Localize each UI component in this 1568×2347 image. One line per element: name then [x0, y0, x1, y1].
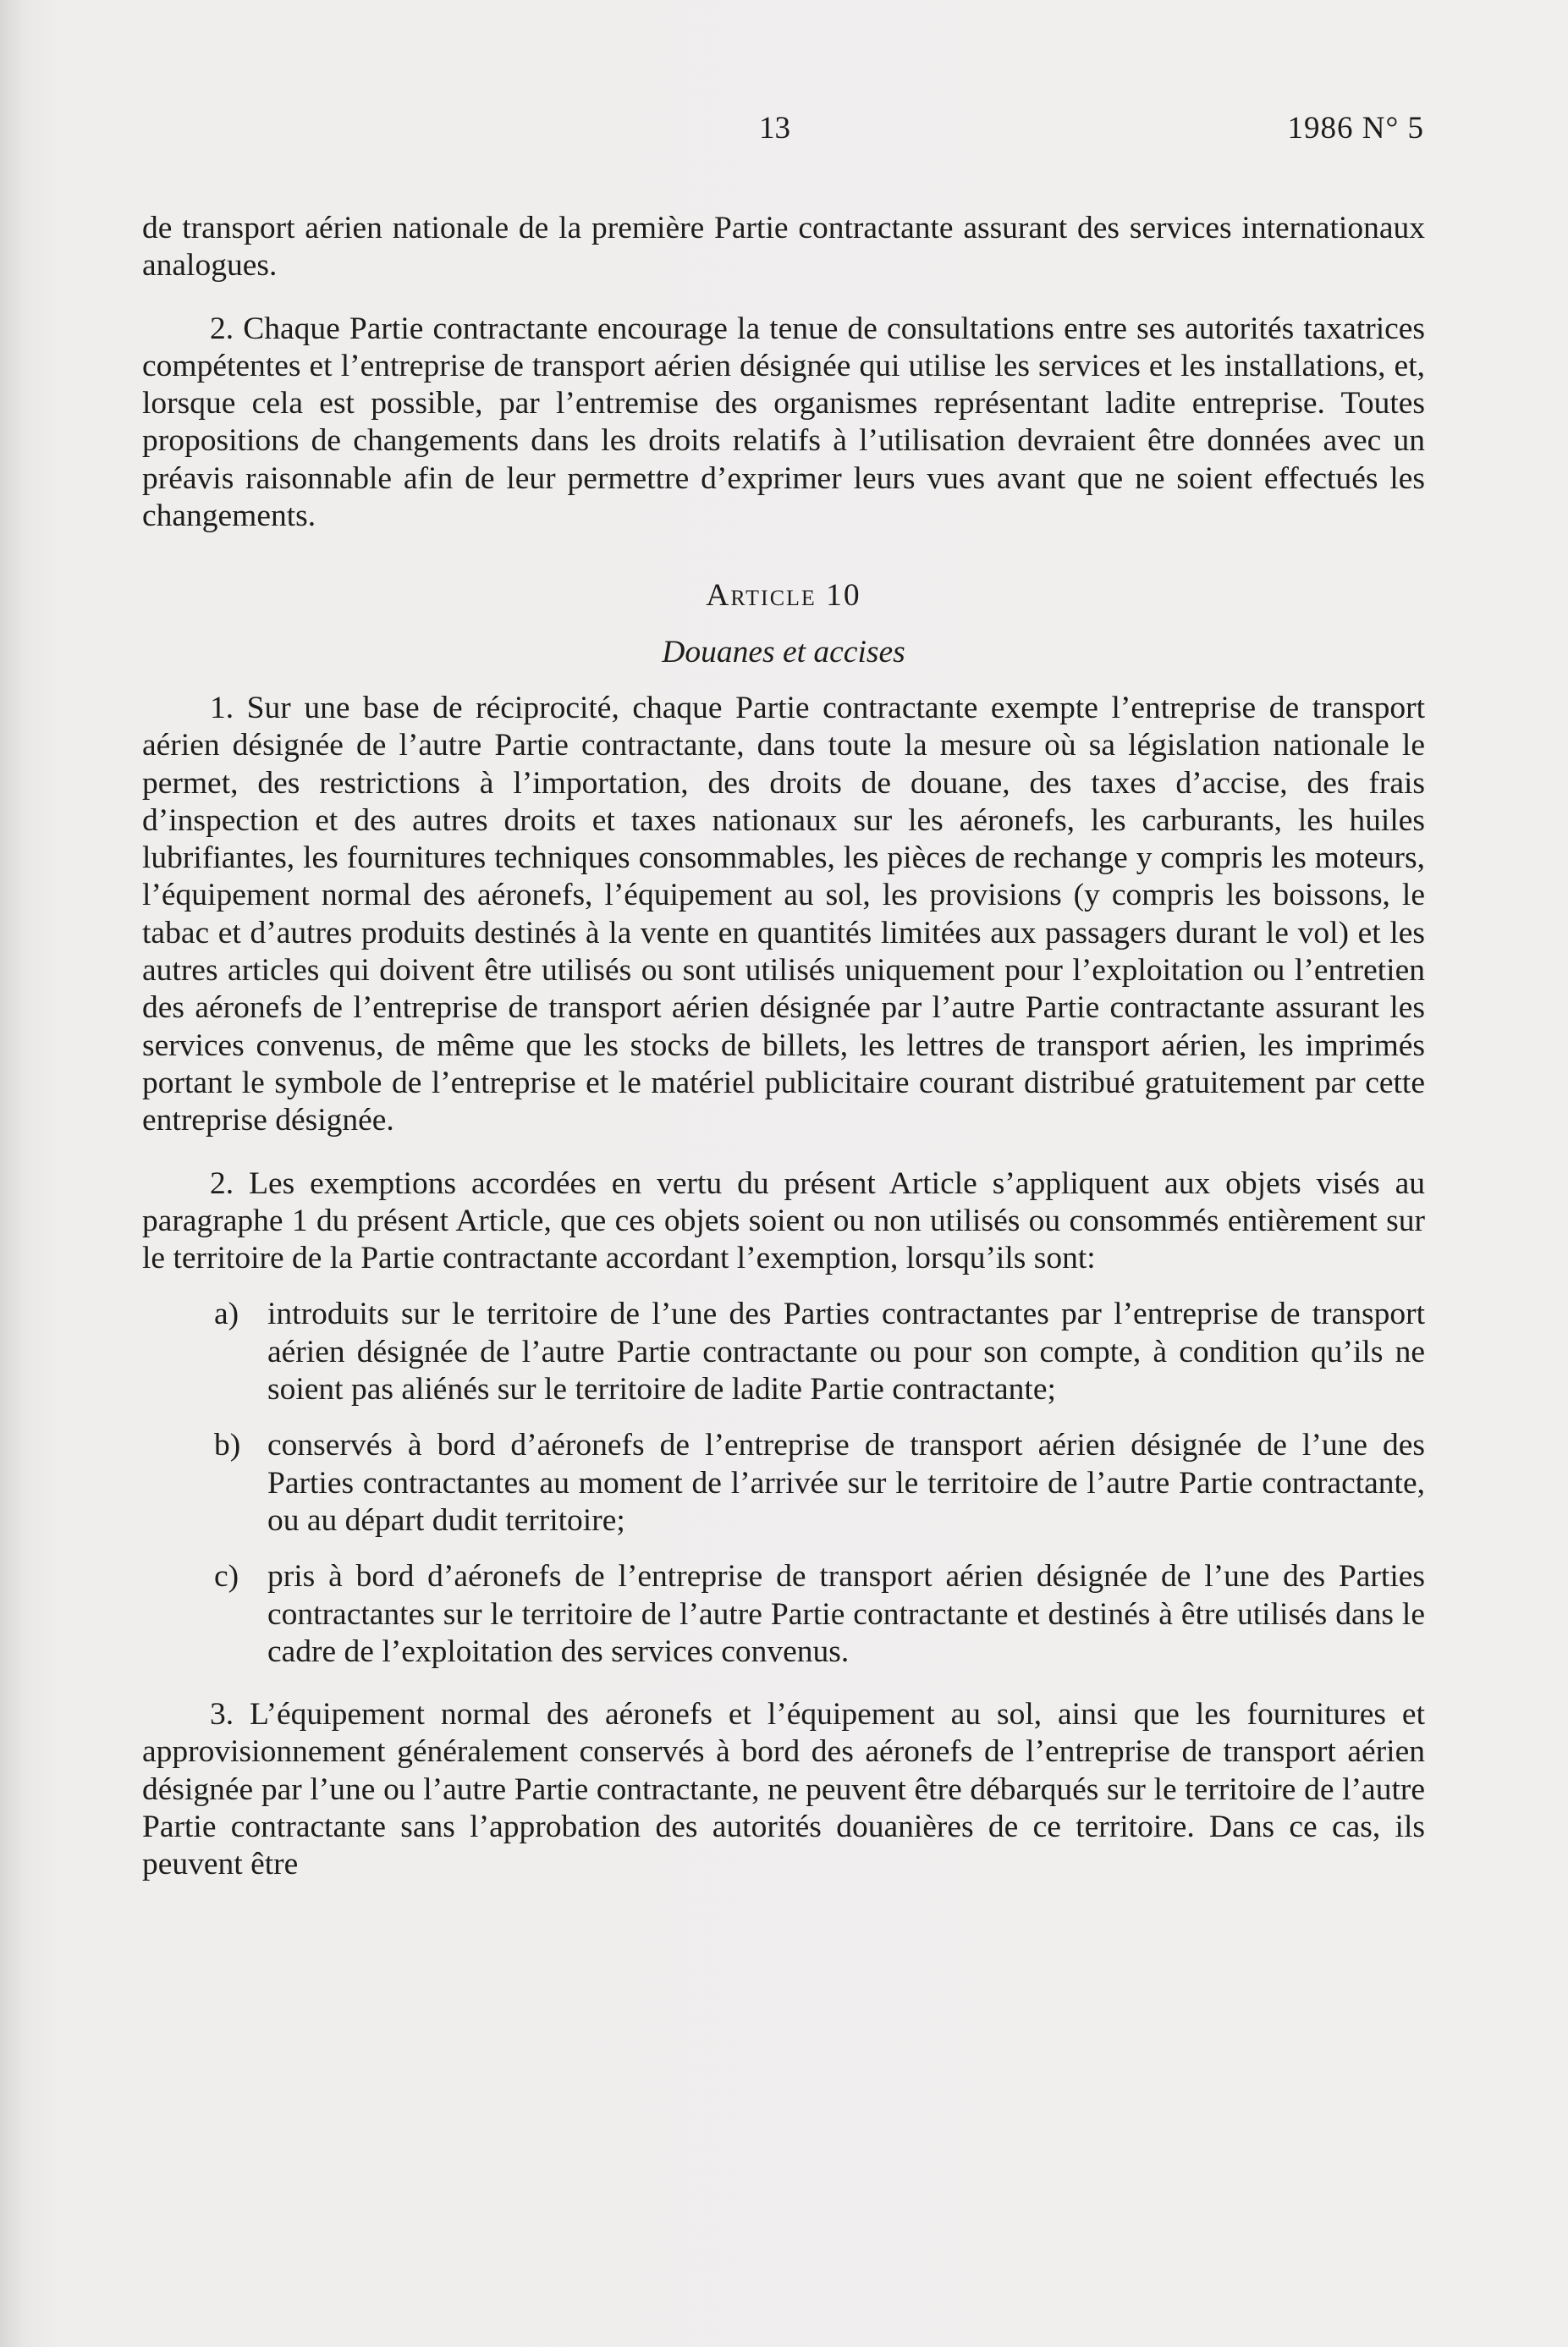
list-text: introduits sur le territoire de l’une des Parties contractantes par l’entreprise de transport aérien désignée de l’autre Partie contractante ou pour son compte, à condition qu’ils ne soient pas aliénés sur le territoire de ladite Partie contractante; — [267, 1297, 1425, 1408]
page-number: 13 — [759, 111, 790, 146]
article-heading: Article 10 — [706, 578, 861, 614]
list-item-c — [142, 1558, 1425, 1671]
document-body — [142, 210, 1425, 1884]
paragraph-2: 2. Chaque Partie contractante encourage la tenue de consultations entre ses autorités taxatrices compétentes et l’entreprise de transport aérien désignée qui utilise les services et les installations, et, lorsque cela est possible, par l’entremise des organismes représentant ladite entreprise. Toutes propositions de changements dans les droits relatifs à l’utilisation devraient être données avec un préavis raisonnable afin de leur permettre d’exprimer leurs vues avant que ne soient effectués les changements. — [142, 311, 1425, 534]
issue-number: 1986 N° 5 — [1287, 111, 1424, 146]
list-text: conservés à bord d’aéronefs de l’entreprise de transport aérien désignée de l’une des Parties contractantes au moment de l’arrivée sur le territoire de l’autre Partie contractante, ou au départ dudit territoire; — [267, 1428, 1425, 1538]
page-header — [0, 110, 1568, 152]
list-marker: a) — [214, 1297, 239, 1332]
article-subtitle: Douanes et accises — [662, 634, 905, 669]
list-marker: c) — [214, 1559, 239, 1595]
article10-paragraph-3: 3. L’équipement normal des aéronefs et l’équipement au sol, ainsi que les fournitures et approvisionnement généralement conservés à bord des aéronefs de l’entreprise de transport aérien désignée par l’une ou l’autre Partie contractante, ne peuvent être débarqués sur le territoire de l’autre Partie contractante sans l’approbation des autorités douanières de ce territoire. Dans ce cas, ils peuvent être — [142, 1697, 1425, 1882]
article10-paragraph-2: 2. Les exemptions accordées en vertu du présent Article s’appliquent aux objets visés au paragraphe 1 du présent Article, que ces objets soient ou non utilisés ou consommés entièrement sur le territoire de la Partie contractante accordant l’exemption, lorsqu’ils sont: — [142, 1165, 1425, 1276]
list-item-b — [142, 1427, 1425, 1540]
list-item-a — [142, 1296, 1425, 1408]
list-marker: b) — [214, 1428, 241, 1463]
article10-paragraph-1: 1. Sur une base de réciprocité, chaque Partie contractante exempte l’entreprise de transport aérien désignée de l’autre Partie contractante, dans toute la mesure où sa législation nationale le permet, des restrictions à l’importation, des droits de douane, des taxes d’accise, des frais d’inspection et des autres droits et taxes nationaux sur les aéronefs, les carburants, les huiles lubrifiantes, les fournitures techniques consommables, les pièces de rechange y compris les moteurs, l’équipement normal des aéronefs, l’équipement au sol, les provisions (y compris les boissons, le tabac et d’autres produits destinés à la vente en quantités limitées aux passagers durant le vol) et les autres articles qui doivent être utilisés ou sont utilisés uniquement pour l’exploitation ou l’entretien des aéronefs de l’entreprise de transport aérien désignée par l’autre Partie contractante assurant les services convenus, de même que les stocks de billets, les lettres de transport aérien, les imprimés portant le symbole de l’entreprise et le matériel publicitaire courant distribué gratuitement par cette entreprise désignée. — [142, 690, 1425, 1138]
paragraph-continuation: de transport aérien nationale de la première Partie contractante assurant des services internationaux analogues. — [142, 211, 1425, 284]
list-text: pris à bord d’aéronefs de l’entreprise de transport aérien désignée de l’une des Parties contractantes sur le territoire de l’autre Partie contractante et destinés à être utilisés dans le cadre de l’exploitation des services convenus. — [267, 1559, 1425, 1669]
